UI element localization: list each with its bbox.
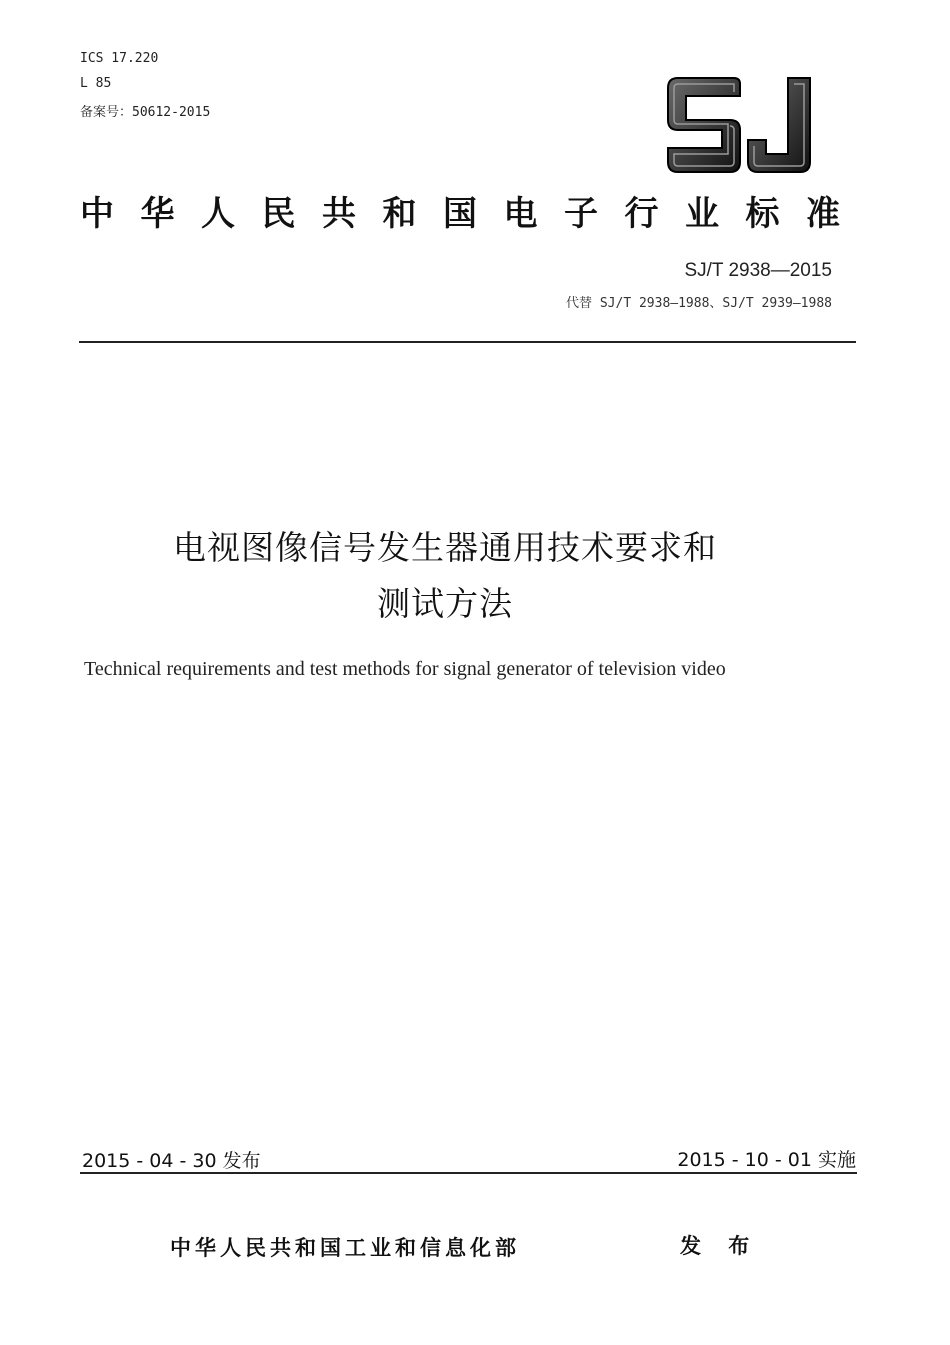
title-char: 共 [322,194,356,234]
sj-logo-icon [664,74,814,176]
title-char: 标 [745,194,780,234]
title-char: 华 [140,194,175,234]
bottom-divider [80,1172,857,1174]
title-char: 和 [382,194,417,234]
issued-label: 发 布 [680,1234,760,1258]
title-char: 行 [624,194,659,234]
filing-number: 备案号：50612-2015 [80,105,211,120]
title-char: 中 [80,194,114,234]
title-char: 国 [443,194,477,234]
document-title-line-1: 电视图像信号发生器通用技术要求和 [173,528,717,567]
ccs-code: L 85 [80,76,112,91]
title-char: 人 [201,194,235,234]
top-divider [79,341,856,343]
title-char: 子 [564,194,598,234]
title-char: 业 [685,194,719,234]
document-title-line-2: 测试方法 [377,584,513,623]
standard-number: SJ/T 2938—2015 [684,260,832,281]
title-char: 民 [261,194,296,234]
standard-category-title [80,186,840,235]
title-char: 准 [806,194,840,234]
ics-code: ICS 17.220 [80,51,159,66]
document-title-english: Technical requirements and test methods for signal generator of television video [84,658,726,680]
effective-date: 2015 - 10 - 01 实施 [677,1149,856,1171]
title-char: 电 [503,194,538,234]
issuing-authority: 中华人民共和国工业和信息化部 [170,1236,520,1260]
publish-date: 2015 - 04 - 30 发布 [82,1150,261,1172]
replaces-standards: 代替 SJ/T 2938—1988、SJ/T 2939—1988 [566,296,832,311]
